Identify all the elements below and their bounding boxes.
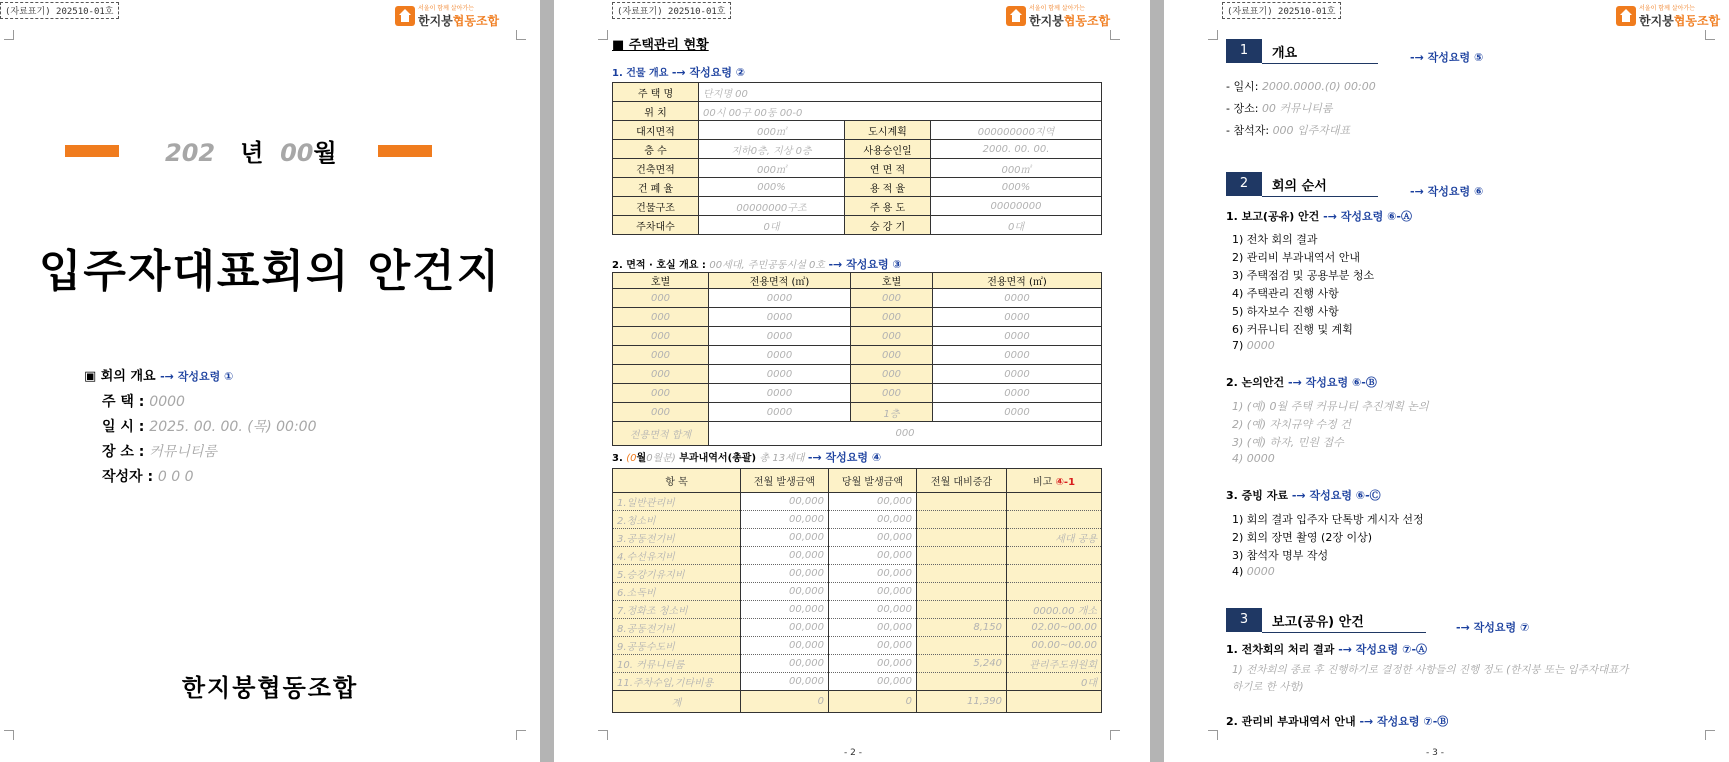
list-item: 3) 참석자 명부 작성 [1232, 549, 1329, 562]
logo-name: 한지붕협동조합 [1029, 14, 1111, 28]
guide-link[interactable]: -→ 작성요령 ⑥-Ⓐ [1323, 210, 1412, 223]
fee-row [613, 511, 1102, 529]
cell: 000 [851, 346, 933, 365]
cover-title: 입주자대표회의 안건지 [38, 246, 502, 297]
cell [917, 511, 1007, 529]
cell: 000 [613, 346, 709, 365]
crop-mark [598, 730, 608, 740]
cell-value: 000㎡ [699, 121, 845, 140]
cell: 00,000 [829, 547, 917, 565]
cell [1007, 565, 1102, 583]
decor-bar-left [65, 145, 119, 157]
sub-heading-report: 1. 보고(공유) 안건 -→ 작성요령 ⑥-Ⓐ [1226, 210, 1412, 223]
cell-value: 000% [931, 178, 1102, 197]
fee-row [613, 673, 1102, 691]
col-header: 비고 ④-1 [1007, 469, 1102, 493]
cell: 00,000 [829, 655, 917, 673]
sub-heading-discussion: 2. 논의안건 -→ 작성요령 ⑥-Ⓑ [1226, 376, 1377, 389]
guide-link[interactable]: -→ 작성요령 ③ [828, 258, 902, 271]
building-table [612, 82, 1102, 235]
cell: 1층 [851, 403, 933, 422]
cell-value: 00000000구조 [699, 197, 845, 216]
fee-table [612, 468, 1102, 713]
fee-row [613, 583, 1102, 601]
crop-mark [4, 730, 14, 740]
org-name: 한지붕협동조합 [181, 674, 359, 702]
col-header: 전월 대비증감 [917, 469, 1007, 493]
list-item: 5) 하자보수 진행 사항 [1232, 305, 1339, 318]
overview-attendees: - 참석자: 000 입주자대표 [1226, 124, 1351, 137]
cell: 00,000 [829, 673, 917, 691]
cell-label: 건물구조 [613, 197, 699, 216]
list-item: 1) (예) 0월 주택 커뮤니티 추진계획 논의 [1232, 400, 1429, 413]
cell: 00,000 [829, 637, 917, 655]
page-gap [540, 0, 554, 762]
cell [917, 493, 1007, 511]
col-header: 호별 [851, 273, 933, 289]
overview-place: - 장소: 00 커뮤니티룸 [1226, 102, 1333, 115]
area-row [613, 403, 1102, 422]
cell-value: 000% [699, 178, 845, 197]
sub-heading-prev-results: 1. 전차회의 처리 결과 -→ 작성요령 ⑦-Ⓐ [1226, 643, 1428, 656]
fee-row [613, 637, 1102, 655]
cell: 00.00~00.00 [1007, 637, 1102, 655]
list-item: 3) (예) 하자, 민원 접수 [1232, 436, 1344, 449]
cell-label: 연 면 적 [845, 159, 931, 178]
fee-row [613, 565, 1102, 583]
cell: 000 [613, 403, 709, 422]
doc-code: (자료표기) 202510-01호 [0, 2, 119, 19]
cell: 00,000 [829, 619, 917, 637]
cell: 0000 [709, 365, 851, 384]
logo-tagline: 서울이 함께 살아가는 [418, 5, 474, 12]
cell: 00,000 [741, 529, 829, 547]
status-page [554, 0, 1164, 762]
crop-mark [1110, 730, 1120, 740]
meeting-overview-heading: ▣ 회의 개요 -→ 작성요령 ① [84, 369, 234, 384]
cell: 3.공동전기비 [613, 529, 741, 547]
list-item: 2) 회의 장면 촬영 (2장 이상) [1232, 531, 1372, 544]
cell-label: 층 수 [613, 140, 699, 159]
section-title: 회의 순서 [1262, 175, 1378, 197]
guide-link[interactable]: -→ 작성요령 ⑦-Ⓑ [1359, 715, 1449, 728]
section-number: 1 [1226, 39, 1262, 63]
guide-link[interactable]: -→ 작성요령 ⑥ [1410, 185, 1484, 198]
section-number: 2 [1226, 172, 1262, 196]
list-item: 4) 주택관리 진행 사항 [1232, 287, 1339, 300]
cell: 전용면적 합계 [613, 422, 709, 446]
cell [1007, 691, 1102, 713]
cell: 000 [709, 422, 1102, 446]
crop-mark [516, 30, 526, 40]
cell-label: 주차대수 [613, 216, 699, 235]
cell [1007, 583, 1102, 601]
cell: 00,000 [829, 511, 917, 529]
area-total-row [613, 422, 1102, 446]
cell: 세대 공용 [1007, 529, 1102, 547]
cell-value: 00000000 [931, 197, 1102, 216]
cell-value: 0대 [931, 216, 1102, 235]
cover-date: 202 년 00월 [165, 139, 337, 167]
cell: 00,000 [741, 547, 829, 565]
cell-label: 주 용 도 [845, 197, 931, 216]
org-logo [395, 3, 499, 29]
house-icon [1616, 6, 1636, 26]
cell-value: 0대 [699, 216, 845, 235]
cell: 000 [613, 308, 709, 327]
crop-mark [1208, 730, 1218, 740]
col-header: 전용면적 (㎡) [709, 273, 851, 289]
cell: 0000.00 개소 [1007, 601, 1102, 619]
cell-value: 지하0층, 지상 0층 [699, 140, 845, 159]
cell-value: 00시 00구 00동 00-0 [699, 102, 1102, 121]
doc-code: (자료표기) 202510-01호 [1222, 2, 1341, 19]
overview-datetime: - 일시: 2000.0000.(0) 00:00 [1226, 80, 1376, 93]
cell: 0 [829, 691, 917, 713]
cell: 4.수선유지비 [613, 547, 741, 565]
crop-mark [4, 30, 14, 40]
cell [917, 583, 1007, 601]
guide-link[interactable]: -→ 작성요령 ⑥-Ⓒ [1291, 489, 1381, 502]
section-title: 개요 [1262, 42, 1378, 64]
cell [917, 529, 1007, 547]
cell [917, 565, 1007, 583]
col-header: 호별 [613, 273, 709, 289]
guide-link[interactable]: -→ 작성요령 ⑥-Ⓑ [1288, 376, 1377, 389]
logo-tagline: 서울이 함께 살아가는 [1639, 5, 1695, 12]
info-row-house: 주 택 : 0000 [102, 394, 185, 410]
page-number: - 2 - [844, 748, 862, 758]
guide-link[interactable]: -→ 작성요령 ② [671, 66, 746, 79]
cell-value: 000000000지역 [931, 121, 1102, 140]
cell-value: 000㎡ [699, 159, 845, 178]
cell: 0000 [933, 403, 1102, 422]
cell: 000 [851, 327, 933, 346]
fee-row [613, 529, 1102, 547]
list-item: 3) 주택점검 및 공용부분 청소 [1232, 269, 1375, 282]
page-gap [1150, 0, 1164, 762]
crop-mark [598, 30, 608, 40]
guide-link[interactable]: -→ 작성요령 ⑤ [1410, 51, 1484, 64]
cell: 11.주차수입,기타비용 [613, 673, 741, 691]
col-header: 당월 발생금액 [829, 469, 917, 493]
cell: 0000 [933, 289, 1102, 308]
cell: 00,000 [829, 529, 917, 547]
cell: 00,000 [741, 619, 829, 637]
house-icon [1006, 6, 1026, 26]
info-row-place: 장 소 : 커뮤니티룸 [102, 444, 217, 460]
cell: 000 [613, 327, 709, 346]
cell: 계 [613, 691, 741, 713]
list-item: 4) 0000 [1232, 452, 1275, 465]
list-item: 1) 회의 결과 입주자 단톡방 게시자 선정 [1232, 513, 1424, 526]
cell: 00,000 [741, 493, 829, 511]
col-header: 항 목 [613, 469, 741, 493]
col-header: 전용면적 (㎡) [933, 273, 1102, 289]
list-item: 2) 관리비 부과내역서 안내 [1232, 251, 1361, 264]
cell: 00,000 [741, 565, 829, 583]
cell: 0000 [709, 384, 851, 403]
sub-heading-fees: 2. 관리비 부과내역서 안내 -→ 작성요령 ⑦-Ⓑ [1226, 715, 1449, 728]
cell: 0000 [709, 403, 851, 422]
cell: 00,000 [741, 601, 829, 619]
sub-heading-evidence: 3. 증빙 자료 -→ 작성요령 ⑥-Ⓒ [1226, 489, 1381, 502]
crop-mark [1705, 730, 1715, 740]
cell: 2.청소비 [613, 511, 741, 529]
note-line: 1) 전차회의 종료 후 진행하기로 결정한 사항들의 진행 정도 (한지붕 또는 입주자대표가 [1232, 664, 1629, 676]
col-header: 전월 발생금액 [741, 469, 829, 493]
page-title: ■ 주택관리 현황 [612, 38, 709, 53]
crop-mark [1110, 30, 1120, 40]
area-row [613, 308, 1102, 327]
cell: 00,000 [741, 655, 829, 673]
guide-link[interactable]: -→ 작성요령 ⑦-Ⓐ [1338, 643, 1428, 656]
cell-label: 대지면적 [613, 121, 699, 140]
area-row [613, 346, 1102, 365]
info-row-writer: 작성자 : 0 0 0 [102, 469, 194, 485]
cell: 0000 [709, 308, 851, 327]
org-logo [1616, 3, 1720, 29]
cell-value: 단지명 00 [699, 83, 1102, 102]
fee-total-row [613, 691, 1102, 713]
cell-label: 승 강 기 [845, 216, 931, 235]
doc-code: (자료표기) 202510-01호 [612, 2, 731, 19]
list-item: 2) (예) 자치규약 수정 건 [1232, 418, 1351, 431]
cell: 00,000 [829, 493, 917, 511]
note-line: 하기로 한 사항) [1232, 681, 1304, 693]
area-table [612, 272, 1102, 446]
cell: 00,000 [741, 637, 829, 655]
area-row [613, 384, 1102, 403]
cell: 5,240 [917, 655, 1007, 673]
guide-link[interactable]: -→ 작성요령 ④ [807, 451, 882, 464]
cell-label: 위 치 [613, 102, 699, 121]
cell [917, 547, 1007, 565]
building-overview-heading: 1. 건물 개요 -→ 작성요령 ② [612, 66, 746, 79]
cell: 8.공동전기비 [613, 619, 741, 637]
cell [1007, 547, 1102, 565]
section-title: 보고(공유) 안건 [1262, 611, 1426, 633]
cell: 000 [851, 384, 933, 403]
cell: 0000 [933, 365, 1102, 384]
cell: 00,000 [829, 601, 917, 619]
cell: 0 [741, 691, 829, 713]
list-item: 6) 커뮤니티 진행 및 계획 [1232, 323, 1353, 336]
cell: 1.일반관리비 [613, 493, 741, 511]
cover-page [0, 0, 540, 762]
cell-label: 주 택 명 [613, 83, 699, 102]
section-number: 3 [1226, 608, 1262, 632]
fee-row [613, 601, 1102, 619]
cell-label: 건 폐 율 [613, 178, 699, 197]
cell: 0000 [933, 346, 1102, 365]
cell: 00,000 [829, 565, 917, 583]
fee-row [613, 655, 1102, 673]
area-row [613, 327, 1102, 346]
cell: 0000 [933, 308, 1102, 327]
list-item: 1) 전차 회의 결과 [1232, 233, 1318, 246]
crop-mark [1705, 30, 1715, 40]
cell: 0000 [709, 289, 851, 308]
page-number: - 3 - [1426, 748, 1444, 758]
cell: 0000 [933, 327, 1102, 346]
cell: 02.00~00.00 [1007, 619, 1102, 637]
guide-link[interactable]: -→ 작성요령 ① [160, 370, 234, 383]
cell: 9.공동수도비 [613, 637, 741, 655]
area-overview-heading: 2. 면적 · 호실 개요 : 00세대, 주민공동시설 0호 -→ 작성요령 ③ [612, 258, 902, 271]
logo-name: 한지붕협동조합 [1639, 14, 1721, 28]
org-logo [1006, 3, 1110, 29]
cell: 00,000 [741, 583, 829, 601]
cell: 000 [613, 289, 709, 308]
cell-label: 건축면적 [613, 159, 699, 178]
cell [1007, 511, 1102, 529]
info-row-datetime: 일 시 : 2025. 00. 00. (목) 00:00 [102, 419, 317, 435]
area-row [613, 365, 1102, 384]
fee-row [613, 547, 1102, 565]
cell-label: 사용승인일 [845, 140, 931, 159]
cell: 000 [613, 384, 709, 403]
list-item: 7) 0000 [1232, 339, 1275, 352]
cell: 6.소독비 [613, 583, 741, 601]
fee-row [613, 619, 1102, 637]
cell [917, 673, 1007, 691]
cell: 000 [613, 365, 709, 384]
cell-label: 용 적 율 [845, 178, 931, 197]
cell: 000 [851, 308, 933, 327]
crop-mark [1208, 30, 1218, 40]
fee-row [613, 493, 1102, 511]
cell: 5.승강기유지비 [613, 565, 741, 583]
cell: 0000 [933, 384, 1102, 403]
cell: 00,000 [829, 583, 917, 601]
cell-value: 2000. 00. 00. [931, 140, 1102, 159]
cell: 00,000 [741, 511, 829, 529]
logo-name: 한지붕협동조합 [418, 14, 500, 28]
cell: 11,390 [917, 691, 1007, 713]
cell: 8,150 [917, 619, 1007, 637]
cell: 000 [851, 289, 933, 308]
cell [1007, 493, 1102, 511]
cell [917, 637, 1007, 655]
cell: 10. 커뮤니티룸 [613, 655, 741, 673]
cell [917, 601, 1007, 619]
cell: 00,000 [741, 673, 829, 691]
cell: 0000 [709, 327, 851, 346]
list-item: 4) 0000 [1232, 565, 1275, 578]
area-row [613, 289, 1102, 308]
cell: 000 [851, 365, 933, 384]
agenda-page [1164, 0, 1729, 762]
guide-link[interactable]: -→ 작성요령 ⑦ [1456, 621, 1530, 634]
logo-tagline: 서울이 함께 살아가는 [1029, 5, 1085, 12]
crop-mark [516, 730, 526, 740]
cell: 0대 [1007, 673, 1102, 691]
fee-heading: 3. (0월0월분) 부과내역서(총괄) 총 13세대 -→ 작성요령 ④ [612, 451, 882, 464]
cell-value: 000㎡ [931, 159, 1102, 178]
cell: 7.정화조 청소비 [613, 601, 741, 619]
house-icon [395, 6, 415, 26]
cell: 관리주도위원회 [1007, 655, 1102, 673]
cell: 0000 [709, 346, 851, 365]
decor-bar-right [378, 145, 432, 157]
cell-label: 도시계획 [845, 121, 931, 140]
